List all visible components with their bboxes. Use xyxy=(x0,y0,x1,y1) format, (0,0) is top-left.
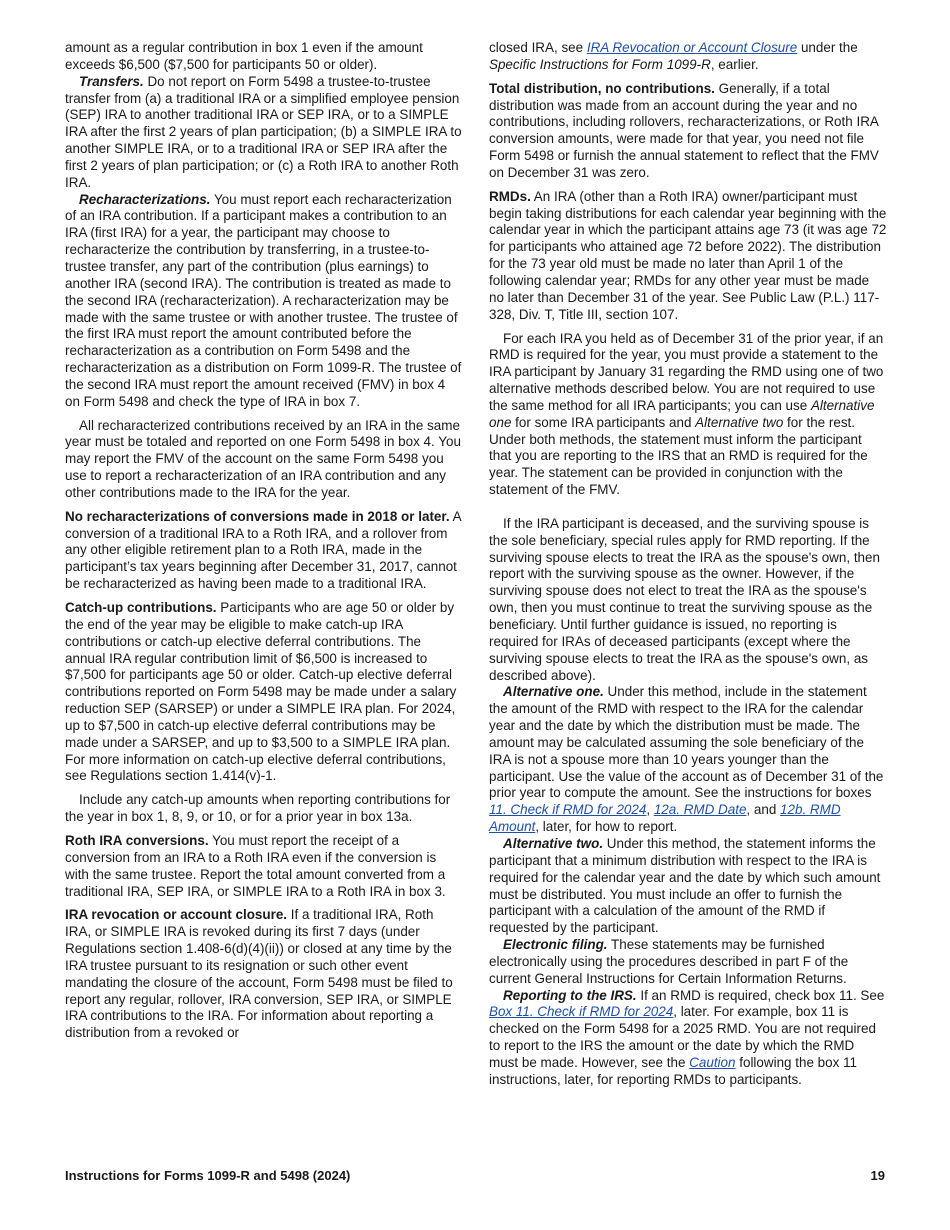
paragraph-recharacterized-totals: All recharacterized contributions received by an IRA in the same year must be totaled and reported on one Form 5498 in box 4. You may report the FMV of the account on the same Form 5498 you use to report a recharacterization of an IRA contribution and any other contributions made to the IRA for the year. xyxy=(65,417,461,500)
text-alternative-one: Under this method, include in the statement the amount of the RMD with respect to the IRA for the calendar year and the date by which the distribution must be made. The amount may be calculated assuming the sole beneficiary of the IRA is not a spouse more than 10 years younger than the participant. Use the value of the account as of December 31 of the prior year to compute the amount. See the instructions for boxes xyxy=(489,684,884,801)
paragraph-alternative-two xyxy=(489,836,887,937)
text-alternative-two: Under this method, the statement informs the participant that a minimum distribution with respect to the IRA is required for the calendar year and the date by which such amount must be distributed. You must include an offer to furnish the participant with a calculation of the amount of the RMD if requested by the participant. xyxy=(489,835,881,936)
text-alternative-two-ref: Alternative two xyxy=(695,414,784,430)
text-each-ira-a: For each IRA you held as of December 31 of the prior year, if an RMD is required for the year, you must provide a statement to the IRA participant by January 31 regarding the RMD using one of two alternative methods described below. You are not required to use the same method for all IRA participants; you can use xyxy=(489,330,884,413)
heading-electronic-filing: Electronic filing. xyxy=(503,937,608,953)
paragraph-contribution-limit: amount as a regular contribution in box 1 even if the amount exceeds $6,500 ($7,500 for participants 50 or older). xyxy=(65,40,423,72)
link-caution[interactable]: Caution xyxy=(689,1054,736,1070)
paragraph-each-ira xyxy=(489,331,887,499)
heading-reporting-irs: Reporting to the IRS. xyxy=(503,987,637,1003)
text-sep-2: , and xyxy=(746,802,781,818)
heading-roth-conversions: Roth IRA conversions. xyxy=(65,832,209,848)
right-column xyxy=(489,40,887,1089)
paragraph-transfers xyxy=(65,74,463,192)
text-rmds: An IRA (other than a Roth IRA) owner/participant must begin taking distributions for each calendar year beginning with the calendar year in which the participant attains age 73 (it was age 72 for participants who attained age 72 before 2022). The distribution for the 73 year old must be made no later than April 1 of the following calendar year; RMDs for any other year must be made no later than December 31 of the year. See Public Law (P.L.) 117-328, Div. T, Title III, section 107. xyxy=(489,188,887,322)
text-ira-revocation: If a traditional IRA, Roth IRA, or SIMPLE IRA is revoked during its first 7 days (under Regulations section 1.408-6(d)(4)(ii)) or closed at any time by the IRA trustee pursuant to its resignation or such other event mandating the closure of the account, Form 5498 must be filed to report any regular, rollover, IRA conversion, SEP IRA, or SIMPLE IRA contributions to the IRA. For information about reporting a distribution from a revoked or xyxy=(65,907,453,1041)
heading-recharacterizations: Recharacterizations. xyxy=(79,191,211,207)
text-closed-ira-post: , earlier. xyxy=(710,56,759,72)
paragraph-alternative-one xyxy=(489,684,887,836)
text-closed-ira-pre: closed IRA, see xyxy=(489,40,587,55)
paragraph-total-distribution xyxy=(489,81,887,182)
text-total-distribution: Generally, if a total distribution was made from an account during the year and no contributions, including rollovers, recharacterizations, or Roth IRA conversion amounts, were made for that year, you need not file Form 5498 or furnish the annual statement to reflect that the FMV on December 31 was zero. xyxy=(489,80,879,180)
paragraph-roth-conversions xyxy=(65,833,463,900)
text-no-recharacterizations: A conversion of a traditional IRA to a Roth IRA, and a rollover from any other eligible retirement plan to a Roth IRA, made in the participant’s tax years beginning after December 31, 2017, cannot be recharacterized as having been made to a traditional IRA. xyxy=(65,508,461,592)
text-transfers: Do not report on Form 5498 a trustee-to-trustee transfer from (a) a traditional IRA or a simplified employee pension (SEP) IRA to another traditional IRA or SEP IRA, or to a SIMPLE IRA after the first 2 years of plan participation; (b) a SIMPLE IRA to another SIMPLE IRA, or to a traditional IRA or SEP IRA after the first 2 years of plan participation; or (c) a Roth IRA to another Roth IRA. xyxy=(65,73,462,190)
text-specific-instructions: Specific Instructions for Form 1099-R xyxy=(489,56,711,72)
paragraph-no-recharacterizations xyxy=(65,509,463,593)
paragraph-rmds xyxy=(489,189,887,324)
paragraph-ira-revocation xyxy=(65,907,463,1042)
paragraph-reporting-irs xyxy=(489,988,887,1089)
text-reporting-b: , later. For example, box 11 is checked on the Form 5498 for a 2025 RMD. You are not required to report to the IRS the amount or the date by which the RMD must be made. However, see the xyxy=(489,1004,876,1070)
text-alternative-one-ref: Alternative one xyxy=(489,397,875,430)
text-reporting-c: following the box 11 instructions, later, for reporting RMDs to participants. xyxy=(489,1054,858,1087)
heading-total-distribution: Total distribution, no contributions. xyxy=(489,80,715,96)
paragraph-catch-up xyxy=(65,600,463,785)
paragraph-include-catch-up: Include any catch-up amounts when reporting contributions for the year in box 1, 8, 9, or 10, or for a prior year in box 13a. xyxy=(65,792,451,825)
paragraph-recharacterizations xyxy=(65,192,463,411)
heading-ira-revocation: IRA revocation or account closure. xyxy=(65,907,288,923)
text-electronic-filing: These statements may be furnished electronically using the procedures described in part F of the current General Instructions for Certain Information Returns. xyxy=(489,937,849,986)
text-reporting-a: If an RMD is required, check box 11. See xyxy=(636,987,885,1003)
page-number: 19 xyxy=(870,1168,885,1183)
heading-alternative-two: Alternative two. xyxy=(503,835,604,851)
paragraph-deceased: If the IRA participant is deceased, and the surviving spouse is the sole beneficiary, special rules apply for RMD reporting. If the surviving spouse elects to treat the IRA as the spouse's own, then report with the surviving spouse as the owner. However, if the surviving spouse does not elect to treat the IRA as the spouse's own, then you must continue to treat the surviving spouse as the beneficiary. Until further guidance is issued, no reporting is required for IRAs of deceased participants (except where the surviving spouse elects to treat the IRA as the spouse's own, as described above). xyxy=(489,515,880,683)
text-each-ira-c: for the rest. Under both methods, the statement must inform the participant that you are reporting to the IRS that an RMD is required for the year. The statement can be provided in conjunction with the statement of the FMV. xyxy=(489,414,868,498)
link-ira-revocation[interactable]: IRA Revocation or Account Closure xyxy=(586,40,798,55)
text-closed-ira-mid: under the xyxy=(797,40,858,55)
text-catch-up: Participants who are age 50 or older by the end of the year may be eligible to make catch-up IRA contributions or catch-up elective deferral contributions. The annual IRA regular contribution limit of $6,500 is increased to $7,500 for participants age 50 or older. Catch-up elective deferral contributions reported on Form 5498 may be made under a salary reduction SEP (SARSEP) or under a SIMPLE IRA plan. For 2024, up to $7,500 in catch-up elective deferral contributions may be made under a SARSEP, and up to $3,500 to a SIMPLE IRA plan. For more information on catch-up elective deferral contributions, see Regulations section 1.414(v)-1. xyxy=(65,600,457,784)
heading-rmds: RMDs. xyxy=(489,188,531,204)
text-sep-1: , xyxy=(646,802,654,818)
footer-title: Instructions for Forms 1099-R and 5498 (2024) xyxy=(65,1168,351,1183)
heading-no-recharacterizations: No recharacterizations of conversions made in 2018 or later. xyxy=(65,508,450,524)
heading-catch-up: Catch-up contributions. xyxy=(65,600,217,615)
paragraph-closed-ira xyxy=(489,40,887,74)
text-each-ira-b: for some IRA participants and xyxy=(511,414,696,430)
text-roth-conversions: You must report the receipt of a conversion from an IRA to a Roth IRA even if the conversion is with the same trustee. Report the total amount converted from a traditional IRA, SEP IRA, or SIMPLE IRA to a Roth IRA in box 3. xyxy=(65,832,446,899)
heading-alternative-one: Alternative one. xyxy=(503,684,604,700)
link-box-11[interactable]: 11. Check if RMD for 2024 xyxy=(489,802,647,818)
text-alternative-one-post: , later, for how to report. xyxy=(535,819,678,835)
link-box-12a[interactable]: 12a. RMD Date xyxy=(653,802,747,818)
link-box-11-check[interactable]: Box 11. Check if RMD for 2024 xyxy=(489,1004,674,1020)
heading-transfers: Transfers. xyxy=(79,73,144,89)
link-box-12b[interactable]: 12b. RMD Amount xyxy=(489,802,841,835)
paragraph-electronic-filing xyxy=(489,937,887,988)
left-column xyxy=(65,40,463,1042)
text-recharacterizations: You must report each recharacterization of an IRA contribution. If a participant makes a contribution to an IRA (first IRA) for a year, the participant may choose to recharacterize the contribution by transferring, in a trustee-to-trustee transfer, any part of the contribution (plus earnings) to another IRA (second IRA). The contribution is treated as made to the second IRA (recharacterization). A recharacterization may be made with the same trustee or with another trustee. The trustee of the first IRA must report the amount contributed before the recharacterization as a contribution on Form 5498 and the recharacterization as a distribution on Form 1099-R. The trustee of the second IRA must report the amount received (FMV) in box 4 on Form 5498 and check the type of IRA in box 7. xyxy=(65,191,462,409)
